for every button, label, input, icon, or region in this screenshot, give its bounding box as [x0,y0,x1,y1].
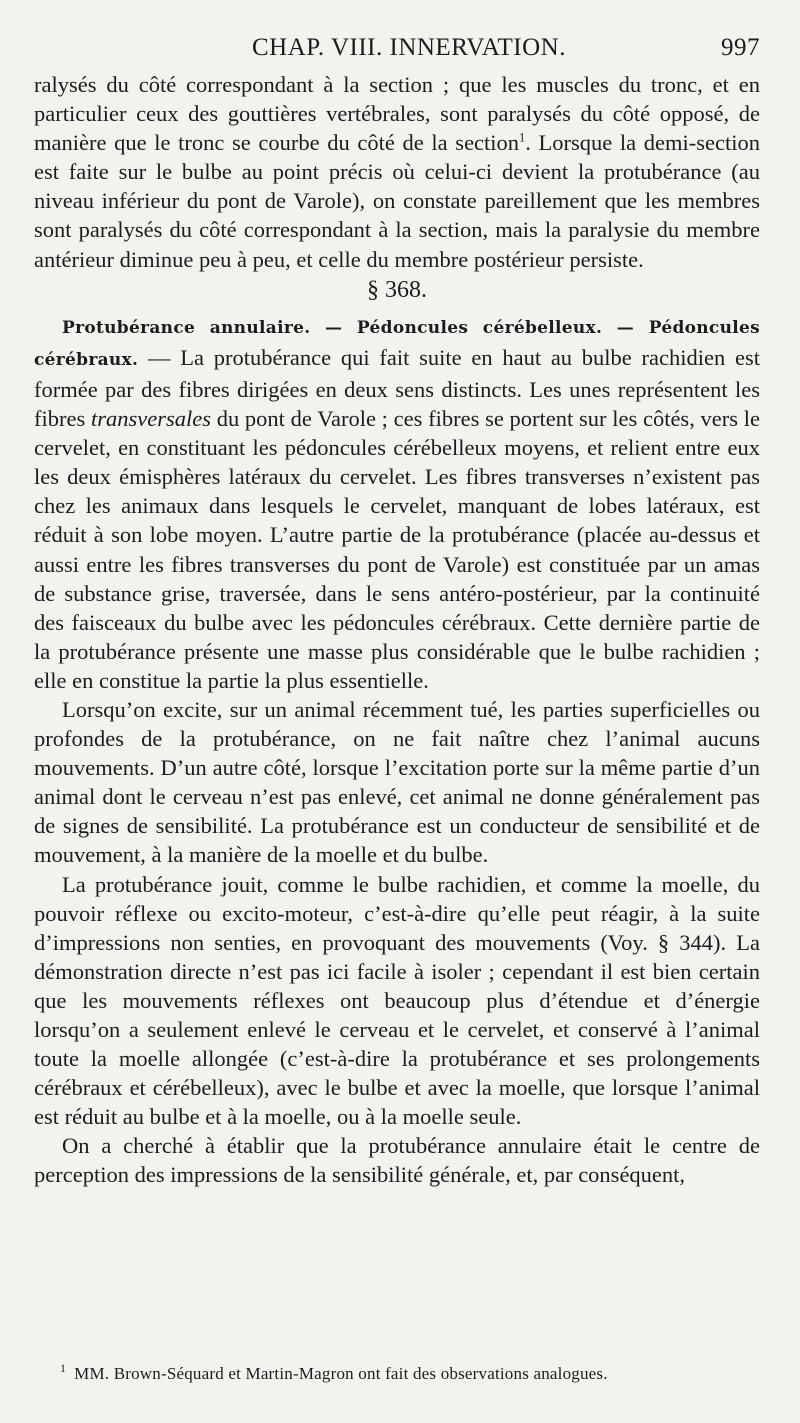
page-number: 997 [721,34,760,61]
section-number: § 368. [367,276,427,303]
paragraph-text: — La protubérance qui fait suite en haut au bulbe rachidien est formée par des fibres dirigées en deux sens distincts. Les unes représentent les fibres [34,344,760,432]
running-header [34,30,760,70]
footnote-text: MM. Brown-Séquard et Martin-Magron ont fait des observations analogues. [74,1364,608,1383]
paragraph-reflexe: La protubérance jouit, comme le bulbe rachidien, et comme la moelle, du pouvoir réflexe ou excito-moteur, c’est-à-dire qu’elle peut réagir, à la suite d’impressions non senties, en provoquant des mouvements (Voy. § 344). La démonstration directe n’est pas ici facile à isoler ; cependant il est bien certain que les mouvements réflexes ont beaucoup plus d’étendue et d’énergie lorsqu’on a seulement enlevé le cerveau et le cervelet, et conservé à l’animal toute la moelle allongée (c’est-à-dire la protubérance et ses prolongements cérébraux et cérébelleux), avec le bulbe et avec la moelle, que lorsque l’animal est réduit au bulbe et à la moelle, ou à la moelle seule. [34,871,760,1130]
italic-term: transversales [90,406,211,432]
chapter-title: CHAP. VIII. INNERVATION. [252,34,566,61]
paragraph-protuberance [34,311,760,695]
footnote-reference: 1 [519,130,526,145]
footnote-mark: 1 [60,1361,67,1376]
footnote [60,1361,608,1384]
paragraph-text: du pont de Varole ; ces fibres se portent sur les côtés, vers le cervelet, en constituant les pédoncules cérébelleux moyens, et relient entre eux les deux émisphères latéraux du cervelet. Les fibres transverses n’existent pas chez les animaux dans lesquels le cervelet, manquant de lobes latéraux, est réduit à son lobe moyen. L’autre partie de la protubérance (placée au-dessus et aussi entre les fibres transverses du pont de Varole) est constituée par un amas de substance grise, traversée, dans le sens antéro-postérieur, par la continuité des faisceaux du bulbe avec les pédoncules cérébraux. Cette dernière partie de la protubérance présente une masse plus considérable que le bulbe rachidien ; elle en constitue la partie la plus essentielle. [34,406,761,693]
paragraph-text: ralysés du côté correspondant à la section ; que les muscles du tronc, et en particulier ceux des gouttières vertébrales, sont paralysés du côté opposé, de manière que le tronc se courbe du côté de la section [34,72,760,156]
paragraph-text: . Lorsque la demi-section est faite sur le bulbe au point précis où celui-ci devient la protubérance (au niveau inférieur du pont de Varole), on constate pareillement que les membres sont paralysés du côté correspondant à la section, mais la paralysie du membre antérieur diminue peu à peu, et celle du membre postérieur persiste. [34,130,760,272]
main-text [34,70,760,1190]
paragraph-continued [34,70,760,274]
section-subheading: Protubérance annulaire. — Pédoncules cérébelleux. — Pédoncules cérébraux. [34,317,760,370]
paragraph-excitation: Lorsqu’on excite, sur un animal récemment tué, les parties superficielles ou profondes de la protubérance, on ne fait naître chez l’animal aucuns mouvements. D’un autre côté, lorsque l’excitation porte sur la même partie d’un animal dont le cerveau n’est pas enlevé, cet animal ne donne généralement pas de signes de sensibilité. La protubérance est un conducteur de sensibilité et de mouvement, à la manière de la moelle et du bulbe. [34,696,760,868]
paragraph-perception: On a cherché à établir que la protubérance annulaire était le centre de perception des impressions de la sensibilité générale, et, par conséquent, [34,1133,760,1188]
